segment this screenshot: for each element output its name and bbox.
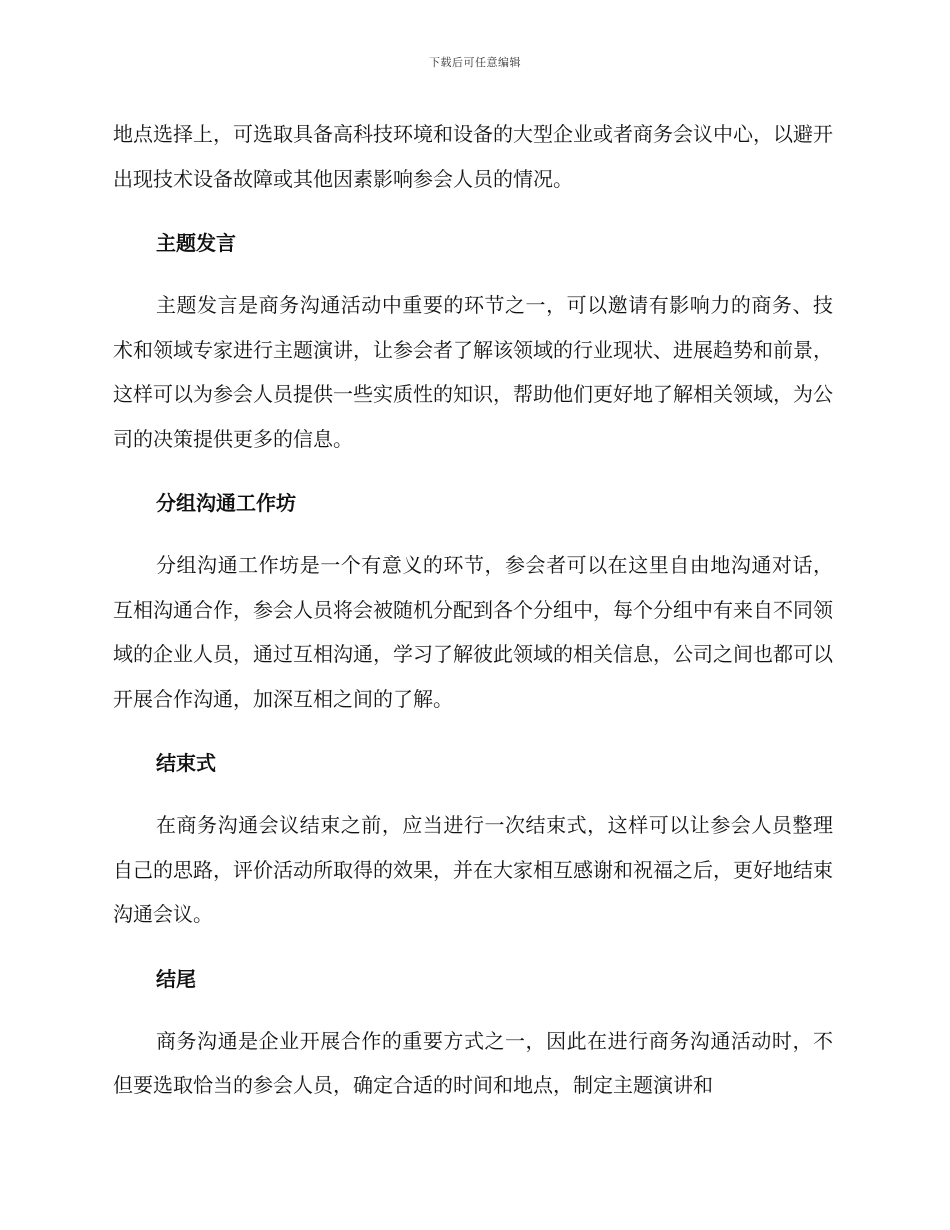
document-body [113, 112, 833, 1128]
header-note: 下载后可任意编辑 [429, 56, 521, 69]
closing-paragraph: 在商务沟通会议结束之前，应当进行一次结束式，这样可以让参会人员整理自己的思路，评价活动所取得的效果，并在大家相互感谢和祝福之后，更好地结束沟通会议。 [113, 813, 833, 926]
workshop-heading: 分组沟通工作坊 [156, 491, 296, 515]
conclusion-paragraph: 商务沟通是企业开展合作的重要方式之一，因此在进行商务沟通活动时，不但要选取恰当的参会人员，确定合适的时间和地点，制定主题演讲和 [113, 1028, 833, 1097]
keynote-heading: 主题发言 [156, 231, 236, 255]
conclusion-heading: 结尾 [156, 966, 196, 991]
workshop-paragraph: 分组沟通工作坊是一个有意义的环节，参会者可以在这里自由地沟通对话，互相沟通合作，参会人员将会被随机分配到各个分组中，每个分组中有来自不同领域的企业人员，通过互相沟通，学习了解彼此领域的相关信息，公司之间也都可以开展合作沟通，加深互相之间的了解。 [113, 553, 833, 711]
closing-heading: 结束式 [156, 751, 216, 775]
keynote-paragraph: 主题发言是商务沟通活动中重要的环节之一，可以邀请有影响力的商务、技术和领域专家进行主题演讲，让参会者了解该领域的行业现状、进展趋势和前景，这样可以为参会人员提供一些实质性的知识，帮助他们更好地了解相关领域，为公司的决策提供更多的信息。 [113, 293, 833, 451]
intro-paragraph: 地点选择上，可选取具备高科技环境和设备的大型企业或者商务会议中心，以避开出现技术设备故障或其他因素影响参会人员的情况。 [113, 122, 833, 191]
